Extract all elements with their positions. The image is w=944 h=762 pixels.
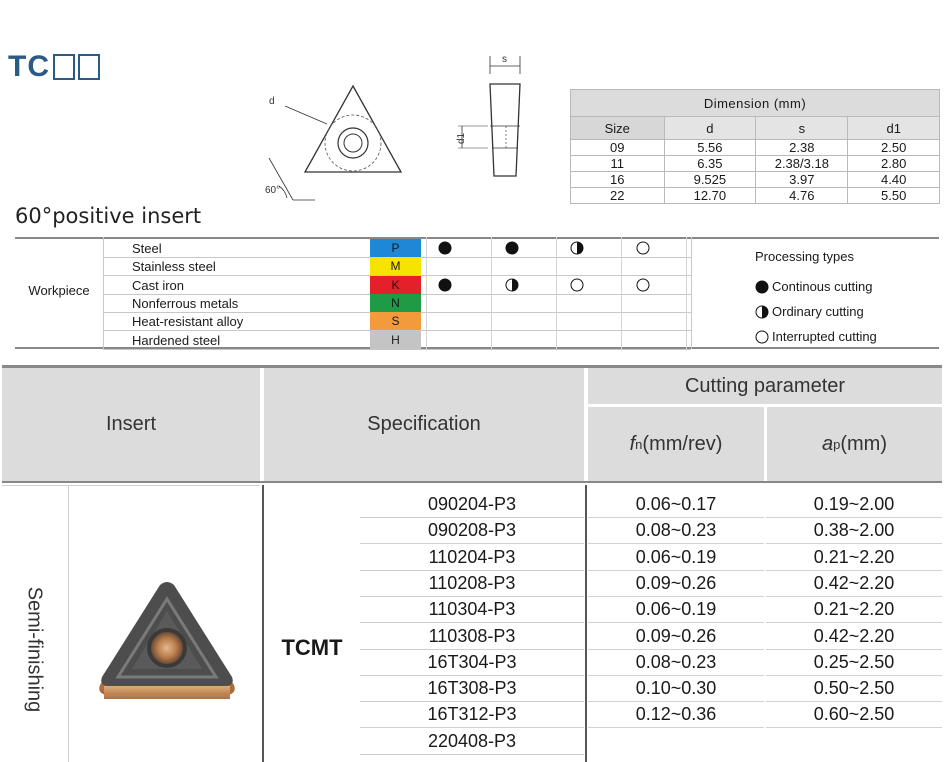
dimension-columns-row: [571, 117, 940, 140]
hole-inner: [344, 134, 362, 152]
fn-unit: (mm/rev): [642, 432, 723, 455]
cell: 4.76: [756, 188, 848, 204]
divider: [621, 237, 622, 349]
legend-label: Interrupted cutting: [772, 329, 877, 344]
empty-circle-icon: [570, 278, 584, 292]
table-row: [571, 188, 940, 204]
cell: 5.50: [848, 188, 940, 204]
fn-cell: 0.09~0.26: [588, 623, 764, 650]
half-filled-circle-icon: [755, 305, 768, 318]
material-code-badge: H: [370, 331, 421, 349]
header-ap: [767, 407, 942, 481]
cell: 4.40: [848, 172, 940, 188]
legend-label: Continous cutting: [772, 279, 873, 294]
cell: 22: [571, 188, 665, 204]
col-s: s: [756, 117, 848, 140]
fn-cell: 0.06~0.19: [588, 596, 764, 623]
side-profile: [490, 84, 520, 176]
fn-symbol: f: [629, 432, 636, 455]
material-name: Cast iron: [132, 277, 185, 293]
label-d1: d1: [456, 132, 467, 144]
ap-cell: 0.25~2.50: [766, 649, 942, 676]
filled-circle-icon: [755, 280, 768, 293]
header-insert: Insert: [2, 368, 260, 481]
ap-cell: 0.21~2.20: [766, 596, 942, 623]
spec-cell: 16T308-P3: [360, 675, 584, 702]
cell: 9.525: [664, 172, 756, 188]
mode-label: Semi-finishing: [23, 586, 46, 712]
cell: 12.70: [664, 188, 756, 204]
divider: [556, 237, 557, 349]
cell: 3.97: [756, 172, 848, 188]
cell: 2.80: [848, 156, 940, 172]
material-row: [103, 239, 691, 258]
filled-circle-icon: [505, 241, 519, 255]
spec-cell: 110208-P3: [360, 570, 584, 597]
material-name: Nonferrous metals: [132, 295, 239, 311]
divider: [491, 237, 492, 349]
hole-outer: [338, 128, 368, 158]
cell: 2.38: [756, 140, 848, 156]
divider: [2, 485, 260, 486]
label-s: s: [502, 54, 507, 65]
header-fn: [588, 407, 764, 481]
fn-sub: n: [635, 436, 643, 452]
fn-cell: 0.06~0.19: [588, 544, 764, 571]
insert-type-label: TCMT: [281, 635, 343, 660]
spec-cell: 110304-P3: [360, 596, 584, 623]
cell: 2.38/3.18: [756, 156, 848, 172]
ap-cell: 0.50~2.50: [766, 675, 942, 702]
material-row: [103, 276, 691, 295]
legend-item: [755, 279, 872, 294]
page-title: [8, 50, 100, 84]
dimension-table: [570, 89, 940, 204]
table-row: [571, 140, 940, 156]
material-code-badge: N: [370, 294, 421, 312]
insert-top-view-diagram: [255, 78, 415, 208]
mode-cell: [22, 574, 46, 724]
label-d: d: [269, 96, 275, 107]
fn-cell: 0.09~0.26: [588, 570, 764, 597]
label-angle: 60°: [265, 185, 281, 196]
cell: 2.50: [848, 140, 940, 156]
ap-cell: 0.42~2.20: [766, 570, 942, 597]
dimension-header-row: [571, 90, 940, 117]
fn-cell: 0.10~0.30: [588, 675, 764, 702]
triangle-outline: [305, 86, 401, 172]
cell: 6.35: [664, 156, 756, 172]
insert-image: [94, 581, 240, 711]
ap-symbol: a: [822, 432, 834, 455]
cell: 11: [571, 156, 665, 172]
material-row: [103, 331, 691, 350]
empty-circle-icon: [755, 330, 768, 343]
ap-cell: 0.21~2.20: [766, 544, 942, 571]
divider: [686, 237, 687, 349]
material-row: [103, 257, 691, 276]
empty-circle-icon: [636, 241, 650, 255]
ap-unit: (mm): [840, 432, 887, 455]
material-row: [103, 312, 691, 331]
hole-center: [151, 632, 183, 664]
filled-circle-icon: [438, 241, 452, 255]
filled-circle-icon: [438, 278, 452, 292]
cell: 5.56: [664, 140, 756, 156]
material-code-badge: P: [370, 239, 421, 257]
ap-cell: 0.42~2.20: [766, 623, 942, 650]
divider: [426, 237, 427, 349]
col-size: Size: [571, 117, 665, 140]
spec-cell: 110204-P3: [360, 544, 584, 571]
spec-cell: 220408-P3: [360, 728, 584, 755]
material-name: Hardened steel: [132, 332, 221, 348]
legend-item: [755, 304, 864, 319]
cell: 09: [571, 140, 665, 156]
title-box-2: [78, 54, 100, 80]
material-name: Heat-resistant alloy: [132, 314, 244, 330]
divider: [691, 237, 692, 349]
material-name: Stainless steel: [132, 259, 216, 275]
empty-circle-icon: [636, 278, 650, 292]
ap-cell: 0.19~2.00: [766, 491, 942, 518]
col-d1: d1: [848, 117, 940, 140]
legend-label: Ordinary cutting: [772, 304, 864, 319]
half-filled-circle-icon: [570, 241, 584, 255]
col-d: d: [664, 117, 756, 140]
spec-cell: 16T312-P3: [360, 701, 584, 728]
material-code-badge: M: [370, 257, 421, 275]
material-code-badge: S: [370, 312, 421, 330]
dimension-header: Dimension (mm): [571, 90, 940, 117]
divider: [262, 485, 264, 762]
table-row: [571, 156, 940, 172]
ap-cell: 0.38~2.00: [766, 517, 942, 544]
spec-cell: 090208-P3: [360, 517, 584, 544]
material-row: [103, 294, 691, 313]
header-cutting-parameter: Cutting parameter: [588, 368, 942, 404]
fn-cell: 0.12~0.36: [588, 701, 764, 728]
fn-cell: 0.08~0.23: [588, 649, 764, 676]
cell: 16: [571, 172, 665, 188]
d-leader-line: [285, 106, 327, 124]
processing-types-title: Processing types: [755, 249, 854, 264]
divider: [585, 485, 587, 762]
workpiece-label: Workpiece: [28, 283, 90, 298]
insert-side-view-diagram: [448, 52, 528, 182]
insert-side-face: [104, 686, 230, 699]
half-filled-circle-icon: [505, 278, 519, 292]
workpiece-table: [15, 237, 939, 349]
table-row: [571, 172, 940, 188]
spec-cell: 090204-P3: [360, 491, 584, 518]
material-code-badge: K: [370, 276, 421, 294]
cutting-table: [2, 365, 942, 762]
inscribed-circle: [325, 115, 381, 171]
spec-cell: 110308-P3: [360, 623, 584, 650]
divider: [68, 485, 69, 762]
header-specification: Specification: [264, 368, 584, 481]
material-name: Steel: [132, 241, 162, 256]
ap-sub: p: [833, 436, 841, 452]
subtitle: 60°positive insert: [15, 204, 202, 228]
spec-cell: 16T304-P3: [360, 649, 584, 676]
fn-cell: 0.08~0.23: [588, 517, 764, 544]
title-box-1: [53, 54, 75, 80]
divider: [2, 481, 942, 483]
legend-item: [755, 329, 877, 344]
fn-cell: 0.06~0.17: [588, 491, 764, 518]
ap-cell: 0.60~2.50: [766, 701, 942, 728]
title-prefix: TC: [8, 50, 50, 83]
